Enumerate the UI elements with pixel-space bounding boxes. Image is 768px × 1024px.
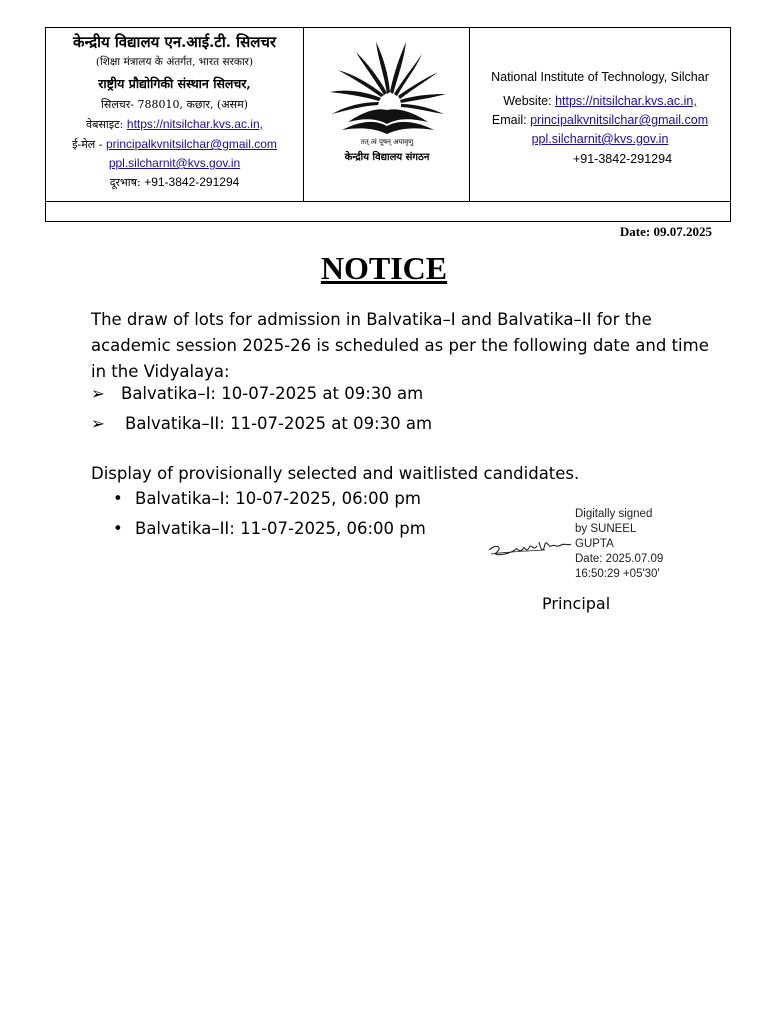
- phone-left: +91-3842-291294: [144, 175, 240, 189]
- logo-motto: तत् त्वं पूषन् अपावृणु: [360, 138, 414, 146]
- sign-line-3: GUPTA: [575, 538, 614, 550]
- phone-right: +91-3842-291294: [572, 152, 673, 166]
- email-link-left-2[interactable]: ppl.silcharnit@kvs.gov.in: [108, 156, 241, 170]
- display-item-1: [113, 489, 421, 508]
- dot-bullet-icon: •: [113, 519, 123, 538]
- arrow-bullet-icon: ➢: [91, 414, 105, 433]
- phone-label-hindi: दूरभाष:: [109, 176, 141, 189]
- school-name-hindi: केन्द्रीय विद्यालय एन.आई.टी. सिलचर: [72, 33, 277, 51]
- kvs-sunrise-logo-icon: [318, 34, 456, 146]
- website-label-english: Website:: [503, 94, 552, 108]
- display-item-1-text: Balvatika–I: 10-07-2025, 06:00 pm: [135, 489, 421, 508]
- letterhead-logo-column: [304, 28, 470, 202]
- website-label-hindi: वेबसाइट:: [86, 118, 124, 131]
- website-link-right[interactable]: https://nitsilchar.kvs.ac.in,: [555, 94, 697, 108]
- email-link-left-1[interactable]: principalkvnitsilchar@gmail.com: [105, 137, 277, 151]
- letterhead: [45, 27, 731, 222]
- schedule-item-1-text: Balvatika–I: 10-07-2025 at 09:30 am: [121, 384, 424, 403]
- sign-line-1: Digitally signed: [575, 508, 653, 520]
- schedule-item-1: [91, 384, 423, 403]
- phone-row-hindi: [46, 175, 303, 190]
- sign-line-5: 16:50:29 +05'30': [575, 568, 660, 580]
- website-row-hindi: [46, 117, 303, 132]
- display-item-2-text: Balvatika–II: 11-07-2025, 06:00 pm: [135, 519, 426, 538]
- sign-line-4: Date: 2025.07.09: [575, 553, 664, 565]
- handwritten-signature: [485, 532, 575, 562]
- ministry-line-hindi: (शिक्षा मंत्रालय के अंतर्गत, भारत सरकार): [95, 56, 254, 68]
- schedule-item-2: [91, 414, 432, 433]
- email-row-hindi: [46, 137, 303, 152]
- logo-org-name: केन्द्रीय विद्यालय संगठन: [344, 152, 430, 163]
- email-label-hindi: ई-मेल -: [72, 138, 103, 151]
- principal-designation: Principal: [542, 594, 611, 613]
- letterhead-english-column: [470, 28, 730, 202]
- website-row-english: [470, 94, 730, 108]
- arrow-bullet-icon: ➢: [91, 384, 105, 403]
- email-link-right-1[interactable]: principalkvnitsilchar@gmail.com: [530, 113, 709, 127]
- notice-date: Date: 09.07.2025: [619, 224, 712, 239]
- dot-bullet-icon: •: [113, 489, 123, 508]
- institute-name-english: National Institute of Technology, Silchar: [491, 70, 709, 84]
- email-row-hindi-2: [46, 156, 303, 170]
- digital-signature-block: [575, 507, 715, 582]
- letterhead-top-row: [46, 28, 730, 202]
- notice-paragraph-1: The draw of lots for admission in Balvatika–I and Balvatika–II for the academic session 2025-26 is scheduled as per the following date and time in the Vidyalaya:: [91, 310, 709, 381]
- letterhead-hindi-column: [46, 28, 304, 202]
- institute-name-hindi: राष्ट्रीय प्रौद्योगिकी संस्थान सिलचर,: [98, 76, 251, 91]
- website-link-left[interactable]: https://nitsilchar.kvs.ac.in,: [126, 117, 263, 131]
- email-row-english-2: [470, 132, 730, 146]
- email-row-english: [470, 113, 730, 127]
- email-label-english: Email:: [491, 113, 527, 127]
- schedule-item-2-text: Balvatika–II: 11-07-2025 at 09:30 am: [125, 414, 433, 433]
- display-item-2: [113, 519, 426, 538]
- letterhead-bottom-row: [46, 202, 730, 222]
- notice-title: NOTICE: [320, 250, 448, 286]
- notice-paragraph-2: Display of provisionally selected and waitlisted candidates.: [91, 464, 580, 483]
- email-link-right-2[interactable]: ppl.silcharnit@kvs.gov.in: [531, 132, 669, 146]
- address-hindi: सिलचर- 788010, कछार, (असम): [101, 98, 248, 111]
- sign-line-2: by SUNEEL: [575, 523, 637, 535]
